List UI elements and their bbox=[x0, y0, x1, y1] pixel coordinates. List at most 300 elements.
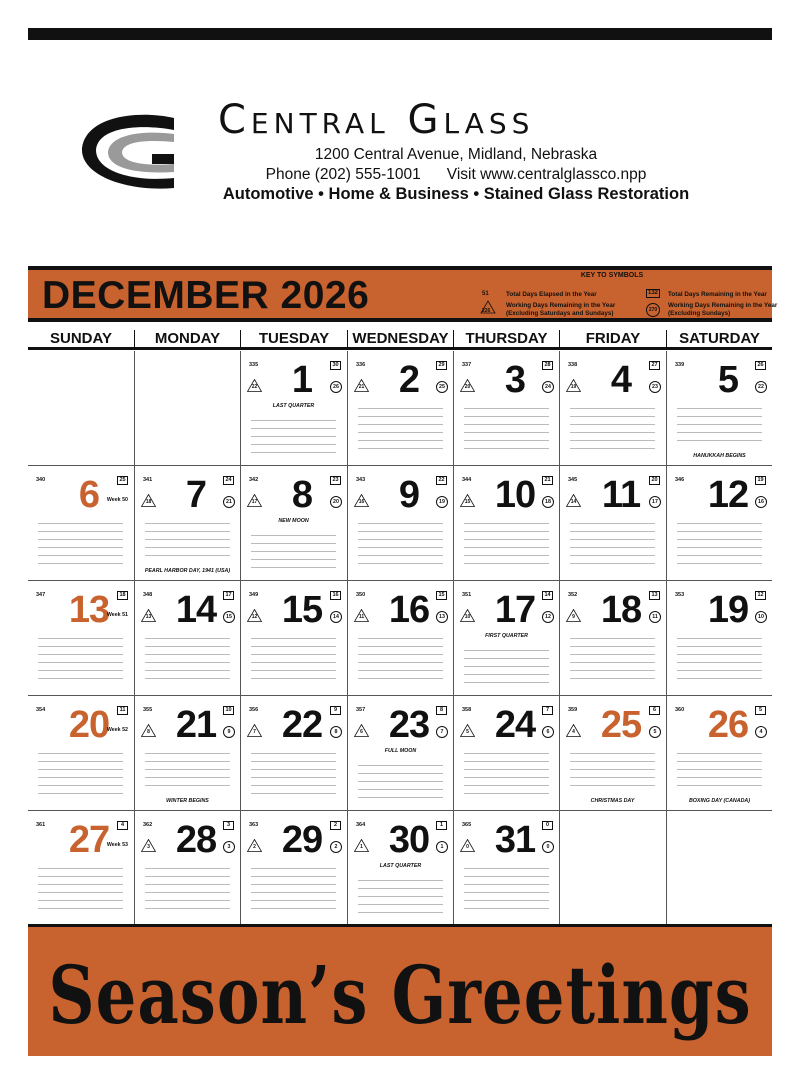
working-days-triangle-icon bbox=[247, 494, 262, 507]
days-remaining: 22 bbox=[436, 476, 447, 485]
day-event: BOXING DAY (CANADA) bbox=[688, 798, 750, 804]
footer-band bbox=[28, 924, 772, 1056]
working-days-triangle-icon bbox=[566, 379, 581, 392]
note-line bbox=[677, 778, 762, 786]
note-lines bbox=[570, 746, 655, 786]
day-number: 14 bbox=[175, 589, 217, 631]
day-event: HANUKKAH BEGINS bbox=[693, 453, 746, 459]
note-line bbox=[358, 524, 443, 532]
day-number: 8 bbox=[291, 474, 313, 516]
days-remaining: 2 bbox=[330, 821, 341, 830]
day-number: 18 bbox=[600, 589, 642, 631]
note-line bbox=[38, 663, 123, 671]
note-line bbox=[358, 631, 443, 639]
note-line bbox=[251, 877, 336, 885]
note-line bbox=[464, 762, 549, 770]
note-line bbox=[570, 548, 655, 556]
day-cell bbox=[347, 696, 453, 811]
week-number: Week 52 bbox=[106, 727, 128, 733]
note-line bbox=[145, 540, 230, 548]
note-line bbox=[677, 639, 762, 647]
note-line bbox=[145, 893, 230, 901]
note-line bbox=[38, 556, 123, 564]
note-line bbox=[38, 754, 123, 762]
note-line bbox=[677, 770, 762, 778]
working-days-excl-sundays: 22 bbox=[755, 381, 767, 393]
note-line bbox=[570, 425, 655, 433]
note-lines bbox=[358, 758, 443, 798]
day-cell bbox=[666, 696, 772, 811]
note-line bbox=[677, 401, 762, 409]
day-cell bbox=[453, 811, 559, 925]
note-line bbox=[677, 425, 762, 433]
note-line bbox=[358, 556, 443, 564]
note-line bbox=[570, 754, 655, 762]
working-days-excl-sundays: 9 bbox=[223, 726, 235, 738]
note-lines bbox=[251, 631, 336, 679]
note-line bbox=[251, 552, 336, 560]
month-header bbox=[28, 266, 778, 322]
note-line bbox=[251, 762, 336, 770]
note-line bbox=[38, 639, 123, 647]
note-line bbox=[145, 655, 230, 663]
working-days-excl-weekends: 15 bbox=[464, 499, 471, 505]
days-remaining: 12 bbox=[755, 591, 766, 600]
working-days-triangle-icon bbox=[141, 494, 156, 507]
day-of-year: 352 bbox=[568, 592, 578, 598]
day-of-year: 356 bbox=[249, 707, 259, 713]
note-line bbox=[358, 790, 443, 798]
day-of-year: 340 bbox=[36, 477, 46, 483]
day-cell bbox=[28, 811, 134, 925]
day-cell bbox=[453, 466, 559, 581]
day-number: 12 bbox=[707, 474, 749, 516]
note-line bbox=[251, 655, 336, 663]
note-line bbox=[358, 873, 443, 881]
day-of-year: 350 bbox=[356, 592, 366, 598]
day-number: 11 bbox=[601, 474, 641, 516]
working-days-excl-sundays: 21 bbox=[223, 496, 235, 508]
note-line bbox=[145, 516, 230, 524]
note-line bbox=[251, 754, 336, 762]
working-days-excl-weekends: 7 bbox=[253, 729, 256, 735]
day-number: 24 bbox=[494, 704, 536, 746]
note-line bbox=[251, 786, 336, 794]
note-line bbox=[358, 655, 443, 663]
note-line bbox=[570, 663, 655, 671]
note-line bbox=[38, 885, 123, 893]
working-days-excl-weekends: 17 bbox=[251, 499, 258, 505]
day-of-year: 343 bbox=[356, 477, 366, 483]
note-line bbox=[464, 754, 549, 762]
note-line bbox=[251, 437, 336, 445]
note-line bbox=[358, 401, 443, 409]
note-line bbox=[358, 897, 443, 905]
note-lines bbox=[570, 516, 655, 564]
note-line bbox=[145, 754, 230, 762]
note-line bbox=[251, 770, 336, 778]
working-days-excl-sundays: 15 bbox=[223, 611, 235, 623]
note-line bbox=[251, 536, 336, 544]
note-line bbox=[358, 532, 443, 540]
working-days-triangle-icon bbox=[354, 839, 369, 852]
day-number: 17 bbox=[494, 589, 536, 631]
note-line bbox=[677, 663, 762, 671]
day-of-year: 338 bbox=[568, 362, 578, 368]
days-remaining: 14 bbox=[542, 591, 553, 600]
note-line bbox=[677, 516, 762, 524]
empty-day-cell bbox=[134, 351, 240, 466]
working-days-triangle-icon bbox=[566, 724, 581, 737]
working-days-triangle-icon bbox=[141, 724, 156, 737]
note-line bbox=[145, 770, 230, 778]
note-lines bbox=[570, 401, 655, 449]
note-line bbox=[570, 655, 655, 663]
days-remaining: 18 bbox=[117, 591, 128, 600]
note-line bbox=[38, 901, 123, 909]
note-line bbox=[464, 409, 549, 417]
note-lines bbox=[145, 861, 230, 909]
day-event: WINTER BEGINS bbox=[166, 798, 209, 804]
note-line bbox=[677, 409, 762, 417]
working-days-triangle-icon bbox=[354, 379, 369, 392]
working-days-excl-weekends: 0 bbox=[466, 844, 469, 850]
note-line bbox=[464, 901, 549, 909]
note-line bbox=[677, 647, 762, 655]
note-line bbox=[677, 762, 762, 770]
note-line bbox=[677, 671, 762, 679]
weekday-header-row bbox=[28, 330, 772, 350]
working-days-excl-sundays: 18 bbox=[542, 496, 554, 508]
working-days-excl-sundays: 26 bbox=[330, 381, 342, 393]
note-lines bbox=[251, 746, 336, 794]
seasons-greeting: Season’s Greetings bbox=[48, 949, 752, 1043]
days-remaining: 11 bbox=[117, 706, 128, 715]
day-number: 21 bbox=[175, 704, 217, 746]
note-line bbox=[38, 778, 123, 786]
note-line bbox=[251, 528, 336, 536]
note-line bbox=[464, 433, 549, 441]
note-line bbox=[570, 540, 655, 548]
day-number: 26 bbox=[707, 704, 749, 746]
note-line bbox=[677, 540, 762, 548]
note-line bbox=[251, 445, 336, 453]
day-number: 22 bbox=[281, 704, 323, 746]
key-working-sat-label-1: Working Days Remaining in the Year bbox=[506, 302, 616, 309]
working-days-excl-sundays: 1 bbox=[436, 841, 448, 853]
working-days-excl-weekends: 10 bbox=[464, 614, 471, 620]
note-lines bbox=[358, 401, 443, 449]
day-cell bbox=[347, 466, 453, 581]
working-days-excl-sundays: 10 bbox=[755, 611, 767, 623]
key-remaining-label: Total Days Remaining in the Year bbox=[668, 291, 767, 298]
day-number: 6 bbox=[78, 474, 100, 516]
working-days-triangle-icon bbox=[460, 609, 475, 622]
day-cell bbox=[28, 466, 134, 581]
note-lines bbox=[464, 401, 549, 449]
working-days-excl-sundays: 3 bbox=[223, 841, 235, 853]
working-days-triangle-icon bbox=[354, 609, 369, 622]
working-days-triangle-icon bbox=[460, 494, 475, 507]
note-line bbox=[145, 877, 230, 885]
working-days-excl-weekends: 16 bbox=[358, 499, 365, 505]
note-line bbox=[358, 671, 443, 679]
note-line bbox=[358, 441, 443, 449]
note-line bbox=[464, 401, 549, 409]
company-address: 1200 Central Avenue, Midland, Nebraska bbox=[314, 146, 598, 163]
day-event: LAST QUARTER bbox=[379, 863, 422, 869]
calendar-grid bbox=[28, 351, 772, 925]
note-line bbox=[464, 532, 549, 540]
note-line bbox=[464, 417, 549, 425]
working-days-triangle-icon bbox=[354, 724, 369, 737]
note-line bbox=[570, 524, 655, 532]
note-line bbox=[38, 671, 123, 679]
note-line bbox=[358, 766, 443, 774]
note-line bbox=[464, 548, 549, 556]
note-line bbox=[570, 770, 655, 778]
day-number: 30 bbox=[388, 819, 430, 861]
day-cell bbox=[666, 581, 772, 696]
note-lines bbox=[38, 516, 123, 564]
working-days-excl-weekends: 18 bbox=[145, 499, 152, 505]
note-line bbox=[358, 647, 443, 655]
day-of-year: 345 bbox=[568, 477, 578, 483]
working-days-excl-sundays: 0 bbox=[542, 841, 554, 853]
note-line bbox=[570, 631, 655, 639]
day-number: 5 bbox=[717, 359, 739, 401]
day-of-year: 348 bbox=[143, 592, 153, 598]
note-line bbox=[145, 548, 230, 556]
working-days-excl-weekends: 3 bbox=[147, 844, 150, 850]
note-line bbox=[251, 560, 336, 568]
note-line bbox=[38, 893, 123, 901]
day-cell bbox=[240, 466, 347, 581]
days-remaining: 1 bbox=[436, 821, 447, 830]
working-days-triangle-icon bbox=[247, 379, 262, 392]
day-cell bbox=[134, 466, 240, 581]
note-line bbox=[145, 532, 230, 540]
working-days-excl-sundays: 7 bbox=[436, 726, 448, 738]
working-days-excl-sundays: 23 bbox=[649, 381, 661, 393]
week-number: Week 51 bbox=[106, 612, 128, 618]
working-days-excl-sundays: 5 bbox=[649, 726, 661, 738]
note-line bbox=[145, 885, 230, 893]
day-event: NEW MOON bbox=[278, 518, 309, 524]
note-line bbox=[464, 643, 549, 651]
note-lines bbox=[145, 631, 230, 679]
company-phone: Phone (202) 555-1001 bbox=[265, 166, 421, 183]
note-line bbox=[358, 548, 443, 556]
note-line bbox=[358, 881, 443, 889]
note-line bbox=[38, 861, 123, 869]
note-line bbox=[570, 556, 655, 564]
note-line bbox=[464, 516, 549, 524]
note-lines bbox=[251, 413, 336, 453]
note-line bbox=[464, 441, 549, 449]
note-line bbox=[677, 746, 762, 754]
day-number: 20 bbox=[68, 704, 110, 746]
note-line bbox=[145, 524, 230, 532]
working-days-excl-sundays: 4 bbox=[755, 726, 767, 738]
day-cell bbox=[559, 351, 666, 466]
note-line bbox=[677, 655, 762, 663]
working-days-triangle-icon bbox=[460, 724, 475, 737]
key-elapsed-number: 51 bbox=[482, 291, 489, 297]
note-line bbox=[677, 548, 762, 556]
weekday-saturday: SATURDAY bbox=[666, 330, 772, 348]
working-days-excl-sundays: 16 bbox=[755, 496, 767, 508]
note-line bbox=[570, 762, 655, 770]
note-line bbox=[570, 516, 655, 524]
day-cell bbox=[453, 351, 559, 466]
day-cell bbox=[666, 351, 772, 466]
note-lines bbox=[145, 746, 230, 786]
note-lines bbox=[358, 516, 443, 564]
note-line bbox=[358, 889, 443, 897]
day-cell bbox=[347, 811, 453, 925]
working-days-excl-sundays: 19 bbox=[436, 496, 448, 508]
note-line bbox=[251, 901, 336, 909]
note-line bbox=[145, 778, 230, 786]
note-line bbox=[358, 774, 443, 782]
days-remaining: 7 bbox=[542, 706, 553, 715]
working-days-excl-weekends: 14 bbox=[570, 499, 577, 505]
working-days-excl-sundays: 8 bbox=[330, 726, 342, 738]
working-days-triangle-icon bbox=[460, 839, 475, 852]
key-working-sat-label-2: (Excluding Saturdays and Sundays) bbox=[506, 310, 614, 317]
note-line bbox=[38, 516, 123, 524]
day-of-year: 355 bbox=[143, 707, 153, 713]
note-line bbox=[464, 893, 549, 901]
note-line bbox=[251, 869, 336, 877]
day-of-year: 353 bbox=[675, 592, 685, 598]
day-cell bbox=[134, 696, 240, 811]
day-event: FIRST QUARTER bbox=[485, 633, 528, 639]
working-days-excl-weekends: 20 bbox=[464, 384, 471, 390]
note-lines bbox=[145, 516, 230, 556]
note-line bbox=[358, 663, 443, 671]
note-line bbox=[464, 524, 549, 532]
weekday-sunday: SUNDAY bbox=[50, 330, 112, 347]
day-of-year: 336 bbox=[356, 362, 366, 368]
note-line bbox=[251, 893, 336, 901]
day-of-year: 363 bbox=[249, 822, 259, 828]
note-line bbox=[358, 905, 443, 913]
note-line bbox=[358, 425, 443, 433]
note-lines bbox=[38, 861, 123, 909]
day-number: 3 bbox=[504, 359, 526, 401]
company-contact bbox=[200, 166, 712, 184]
day-of-year: 360 bbox=[675, 707, 685, 713]
day-cell bbox=[666, 466, 772, 581]
working-days-excl-weekends: 5 bbox=[466, 729, 469, 735]
note-line bbox=[464, 869, 549, 877]
note-line bbox=[464, 651, 549, 659]
day-of-year: 362 bbox=[143, 822, 153, 828]
note-lines bbox=[38, 746, 123, 794]
days-remaining: 26 bbox=[755, 361, 766, 370]
working-days-excl-sundays: 17 bbox=[649, 496, 661, 508]
working-days-excl-weekends: 9 bbox=[572, 614, 575, 620]
working-days-excl-weekends: 21 bbox=[358, 384, 365, 390]
note-line bbox=[464, 885, 549, 893]
key-working-sun-label-2: (Excluding Sundays) bbox=[668, 310, 731, 317]
day-cell bbox=[559, 696, 666, 811]
note-lines bbox=[464, 861, 549, 909]
working-days-excl-weekends: 2 bbox=[253, 844, 256, 850]
day-of-year: 359 bbox=[568, 707, 578, 713]
days-remaining: 13 bbox=[649, 591, 660, 600]
symbol-key bbox=[454, 272, 778, 318]
note-line bbox=[570, 778, 655, 786]
note-line bbox=[145, 746, 230, 754]
days-remaining: 29 bbox=[436, 361, 447, 370]
note-line bbox=[358, 758, 443, 766]
working-days-excl-sundays: 6 bbox=[542, 726, 554, 738]
note-line bbox=[251, 631, 336, 639]
week-number: Week 53 bbox=[106, 842, 128, 848]
day-of-year: 349 bbox=[249, 592, 259, 598]
note-line bbox=[251, 421, 336, 429]
note-line bbox=[251, 647, 336, 655]
note-line bbox=[464, 877, 549, 885]
note-line bbox=[251, 746, 336, 754]
working-days-excl-weekends: 1 bbox=[360, 844, 363, 850]
note-line bbox=[38, 532, 123, 540]
note-line bbox=[145, 762, 230, 770]
day-cell bbox=[240, 696, 347, 811]
days-remaining: 30 bbox=[330, 361, 341, 370]
days-remaining: 4 bbox=[117, 821, 128, 830]
note-line bbox=[677, 524, 762, 532]
note-line bbox=[358, 639, 443, 647]
day-number: 10 bbox=[494, 474, 536, 516]
note-line bbox=[145, 901, 230, 909]
day-number: 19 bbox=[707, 589, 749, 631]
day-of-year: 344 bbox=[462, 477, 472, 483]
day-cell bbox=[28, 581, 134, 696]
note-line bbox=[251, 429, 336, 437]
day-of-year: 342 bbox=[249, 477, 259, 483]
note-lines bbox=[464, 746, 549, 794]
days-remaining: 10 bbox=[223, 706, 234, 715]
days-remaining: 3 bbox=[223, 821, 234, 830]
note-line bbox=[38, 762, 123, 770]
day-of-year: 364 bbox=[356, 822, 366, 828]
note-line bbox=[570, 409, 655, 417]
note-line bbox=[251, 663, 336, 671]
note-line bbox=[251, 861, 336, 869]
days-remaining: 5 bbox=[755, 706, 766, 715]
day-event: PEARL HARBOR DAY, 1941 (USA) bbox=[144, 568, 231, 574]
day-of-year: 341 bbox=[143, 477, 153, 483]
week-number: Week 50 bbox=[106, 497, 128, 503]
day-number: 27 bbox=[68, 819, 110, 861]
note-lines bbox=[677, 631, 762, 679]
days-remaining: 19 bbox=[755, 476, 766, 485]
day-cell bbox=[347, 351, 453, 466]
days-remaining: 25 bbox=[117, 476, 128, 485]
note-line bbox=[570, 433, 655, 441]
days-remaining: 23 bbox=[330, 476, 341, 485]
working-days-excl-sundays: 20 bbox=[330, 496, 342, 508]
note-line bbox=[464, 675, 549, 683]
days-remaining: 21 bbox=[542, 476, 553, 485]
day-cell bbox=[559, 581, 666, 696]
working-days-excl-sundays: 2 bbox=[330, 841, 342, 853]
day-cell bbox=[453, 696, 559, 811]
